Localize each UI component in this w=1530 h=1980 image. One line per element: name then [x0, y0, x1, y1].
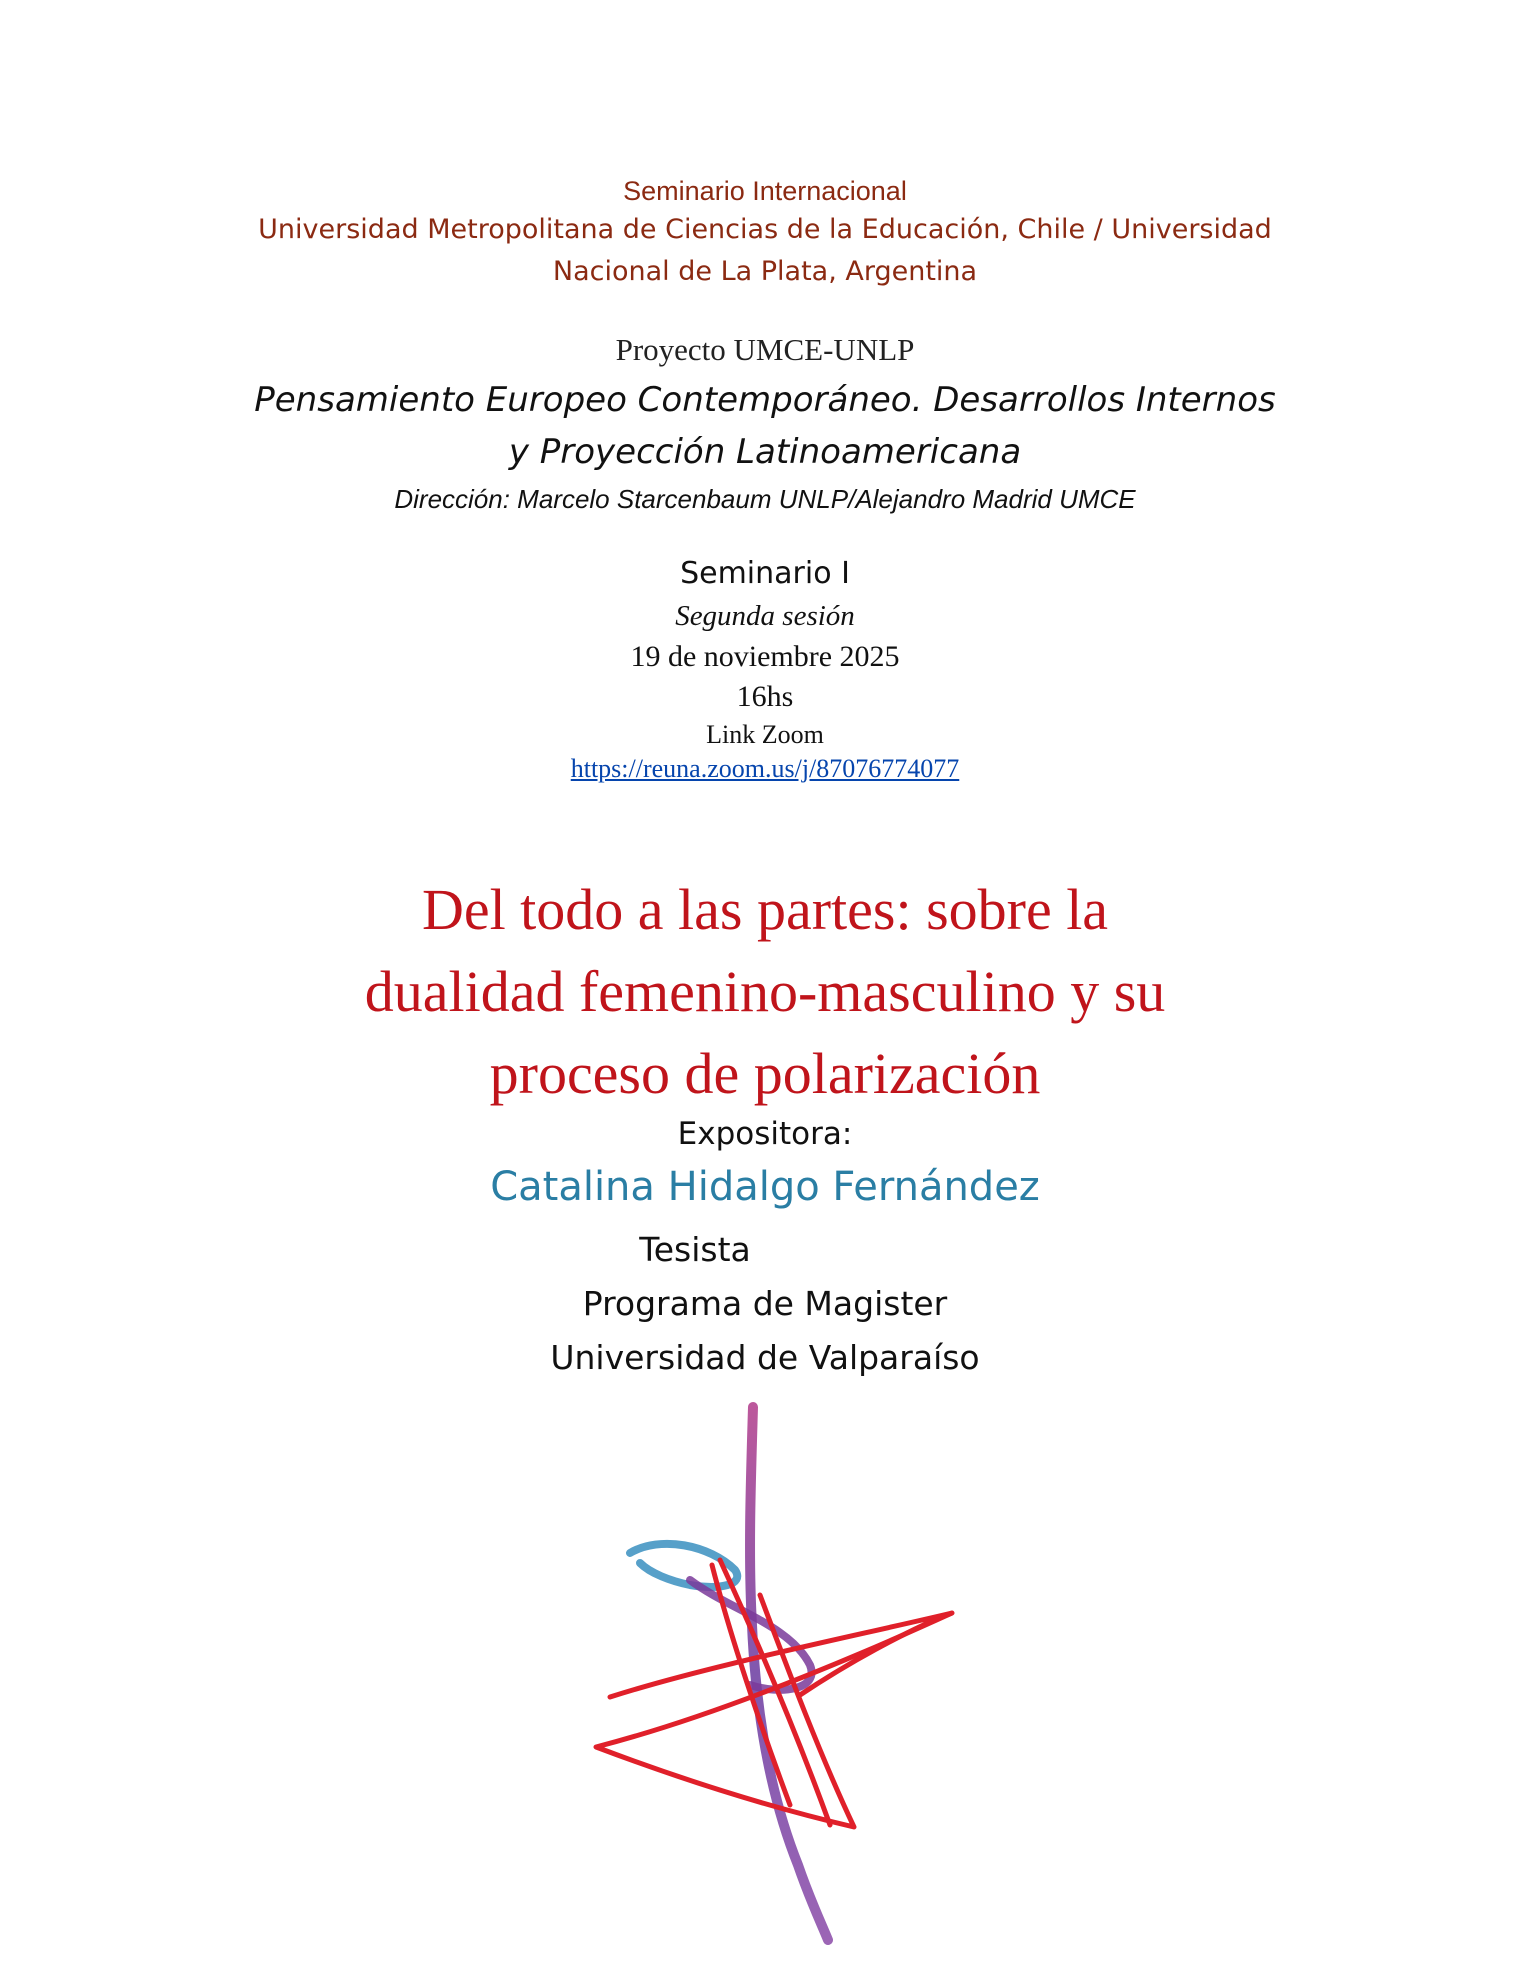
presenter-name: Catalina Hidalgo Fernández [490, 1164, 1040, 1210]
organizers-line-2: Nacional de La Plata, Argentina [552, 256, 978, 287]
zoom-link-row [0, 754, 1530, 784]
project-title-line-1: Pensamiento Europeo Contemporáneo. Desarrollos Internos [254, 380, 1276, 420]
decorative-signature-graphic [560, 1395, 1020, 1945]
session-date: 19 de noviembre 2025 [630, 640, 900, 673]
seminar-type-label: Seminario Internacional [623, 176, 907, 206]
project-title-line-2: y Proyección Latinoamericana [508, 432, 1022, 472]
talk-title-line-2: dualidad femenino-masculino y su [364, 959, 1166, 1024]
seminar-name: Seminario I [680, 556, 850, 591]
presenter-program: Programa de Magister [582, 1284, 948, 1323]
session-name: Segunda sesión [675, 600, 855, 632]
presenter-label: Expositora: [677, 1116, 853, 1152]
session-time: 16hs [736, 680, 794, 713]
zoom-link-label: Link Zoom [706, 720, 824, 749]
project-direction: Dirección: Marcelo Starcenbaum UNLP/Alejandro Madrid UMCE [394, 484, 1136, 514]
organizers-line-1: Universidad Metropolitana de Ciencias de la Educación, Chile / Universidad [258, 214, 1272, 245]
talk-title-line-3: proceso de polarización [489, 1041, 1041, 1106]
project-label: Proyecto UMCE-UNLP [615, 332, 915, 367]
presenter-university: Universidad de Valparaíso [550, 1338, 980, 1377]
zoom-link[interactable]: https://reuna.zoom.us/j/87076774077 [570, 754, 960, 783]
presenter-role: Tesista [639, 1230, 751, 1269]
talk-title-line-1: Del todo a las partes: sobre la [421, 877, 1109, 942]
